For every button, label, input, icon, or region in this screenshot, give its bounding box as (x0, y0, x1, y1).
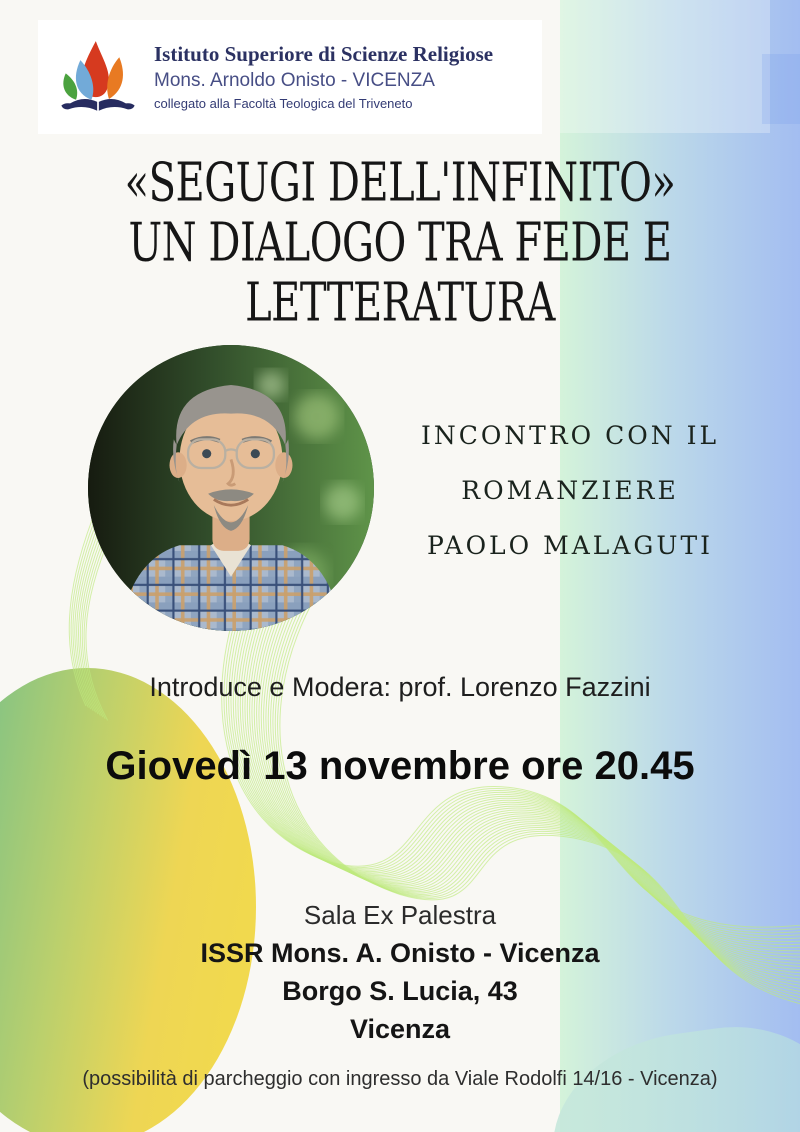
venue-block (0, 896, 800, 1048)
moderator-line: Introduce e Modera: prof. Lorenzo Fazzini (149, 672, 651, 702)
gradient-band-highlight (560, 0, 770, 133)
institute-header (38, 20, 542, 134)
portrait-illustration-icon (88, 345, 374, 631)
gradient-band-corner (762, 54, 800, 124)
speaker-intro (390, 408, 750, 573)
speaker-photo (88, 345, 374, 631)
venue-institute: ISSR Mons. A. Onisto - Vicenza (200, 938, 600, 968)
institute-logo-icon (54, 29, 142, 125)
org-name: Istituto Superiore di Scienze Religiose (154, 42, 494, 66)
speaker-intro-line2: ROMANZIERE (461, 476, 679, 505)
event-datetime: Giovedì 13 novembre ore 20.45 (105, 744, 695, 788)
parking-note: (possibilità di parcheggio con ingresso da Viale Rodolfi 14/16 - Vicenza) (82, 1068, 718, 1090)
venue-city: Vicenza (349, 1014, 451, 1044)
event-title-line3: LETTERATURA (245, 272, 555, 334)
event-title-line2: UN DIALOGO TRA FEDE E (128, 212, 672, 274)
org-subtitle: Mons. Arnoldo Onisto - VICENZA (154, 70, 435, 91)
event-title (0, 154, 800, 334)
speaker-intro-line3: PAOLO MALAGUTI (426, 531, 714, 560)
speaker-intro-line1: INCONTRO CON IL (420, 421, 720, 450)
venue-room: Sala Ex Palestra (303, 900, 497, 930)
venue-address: Borgo S. Lucia, 43 (282, 976, 518, 1006)
org-affiliation: collegato alla Facoltà Teologica del Triveneto (154, 96, 413, 111)
event-title-line1: «SEGUGI DELL'INFINITO» (124, 152, 676, 214)
